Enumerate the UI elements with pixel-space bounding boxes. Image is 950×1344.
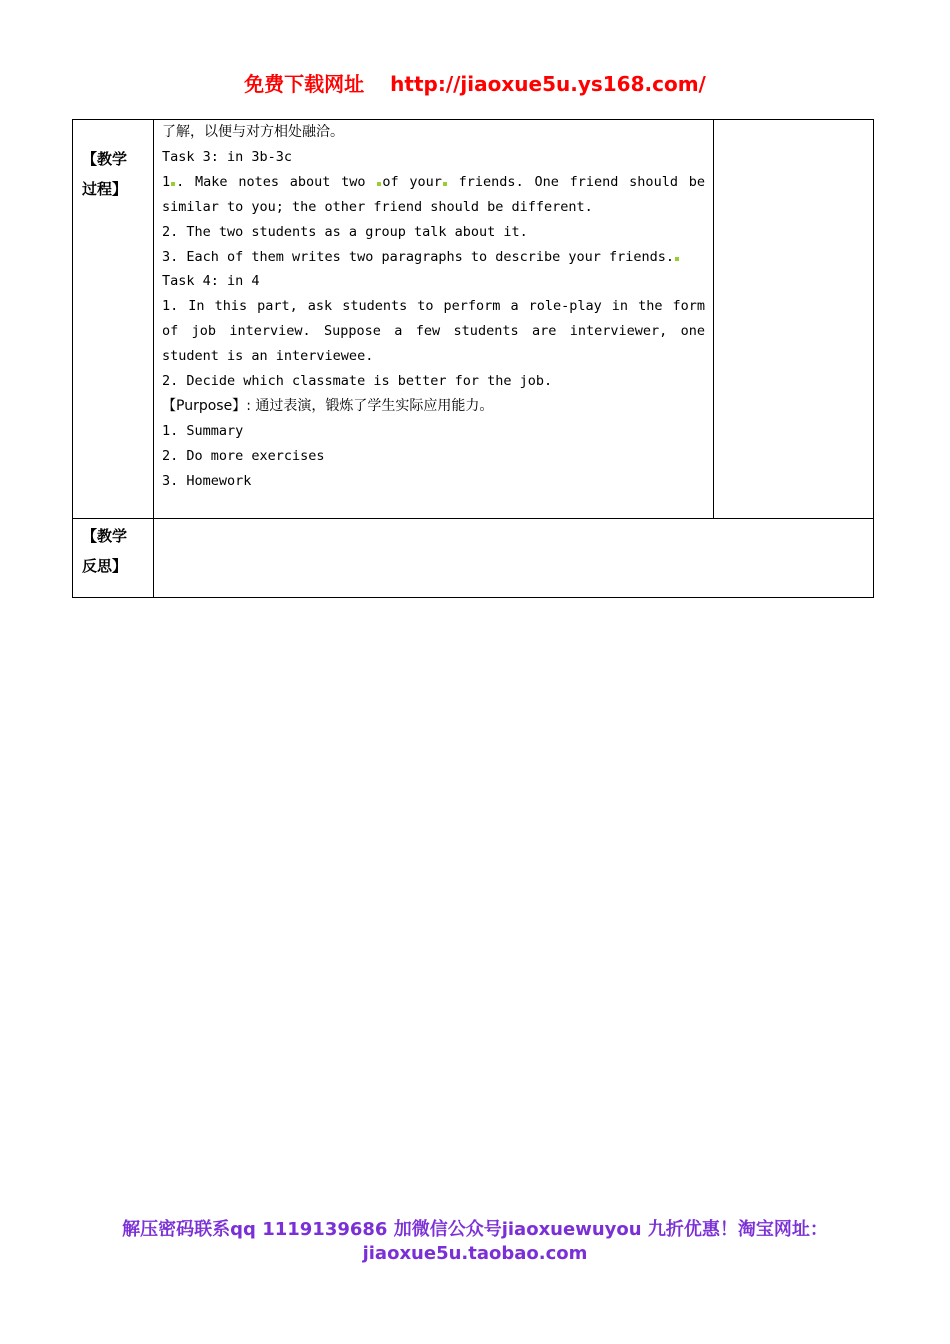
text-run: . Make notes about two xyxy=(176,173,377,190)
process-label-line2: 过程】 xyxy=(82,180,128,198)
process-label-line1: 【教学 xyxy=(82,150,128,168)
content-line: 2. Do more exercises xyxy=(162,447,325,464)
content-line: 3. Homework xyxy=(162,472,252,489)
lesson-table xyxy=(72,119,874,598)
header-url-link[interactable]: http://jiaoxue5u.ys168.com/ xyxy=(390,72,706,96)
content-line xyxy=(162,245,705,270)
footer-line1: 解压密码联系qq 1119139686 加微信公众号jiaoxuewuyou 九折优惠！淘宝网址： xyxy=(122,1219,828,1240)
text-run: of your xyxy=(382,173,442,190)
content-line xyxy=(162,394,705,419)
content-line: 2. The two students as a group talk about it. xyxy=(162,223,528,240)
text-run: 3. Each of them writes two paragraphs to describe your friends. xyxy=(162,248,675,265)
content-line: Task 3: in 3b-3c xyxy=(162,148,293,165)
reflection-content-cell xyxy=(154,519,874,598)
edit-mark-icon xyxy=(675,257,679,261)
content-line: Task 4: in 4 xyxy=(162,273,260,290)
content-line: 2. Decide which classmate is better for the job. xyxy=(162,373,553,390)
footer-link[interactable]: jiaoxue5u.taobao.com xyxy=(362,1243,588,1264)
content-line xyxy=(162,170,705,195)
process-label-cell xyxy=(73,120,154,519)
content-line: 1. Summary xyxy=(162,422,244,439)
purpose-text: : 通过表演，锻炼了学生实际应用能力。 xyxy=(246,397,494,414)
edit-mark-icon xyxy=(171,182,175,186)
footer-banner xyxy=(0,1218,950,1266)
header-cn-text: 免费下载网址 xyxy=(244,72,365,96)
edit-mark-icon xyxy=(377,182,381,186)
content-line: 了解，以便与对方相处融洽。 xyxy=(162,124,344,140)
reflection-label-cell xyxy=(73,519,154,598)
reflection-label-line2: 反思】 xyxy=(82,557,128,575)
edit-mark-icon xyxy=(443,182,447,186)
notes-side-cell xyxy=(714,120,874,519)
text-run: 1 xyxy=(162,173,171,190)
purpose-label: 【Purpose】 xyxy=(162,397,247,414)
header-banner xyxy=(0,68,950,97)
process-row xyxy=(73,120,874,519)
process-content-cell xyxy=(154,120,714,519)
reflection-row xyxy=(73,519,874,598)
content-paragraph: 1. In this part, ask students to perform a role-play in the form of job interview. Suppose a few students are interviewer, one student is an interviewee. xyxy=(162,298,705,365)
text-run: friends. One friend should be xyxy=(447,173,705,190)
content-line: similar to you; the other friend should be different. xyxy=(162,198,593,215)
reflection-label-line1: 【教学 xyxy=(82,527,128,545)
